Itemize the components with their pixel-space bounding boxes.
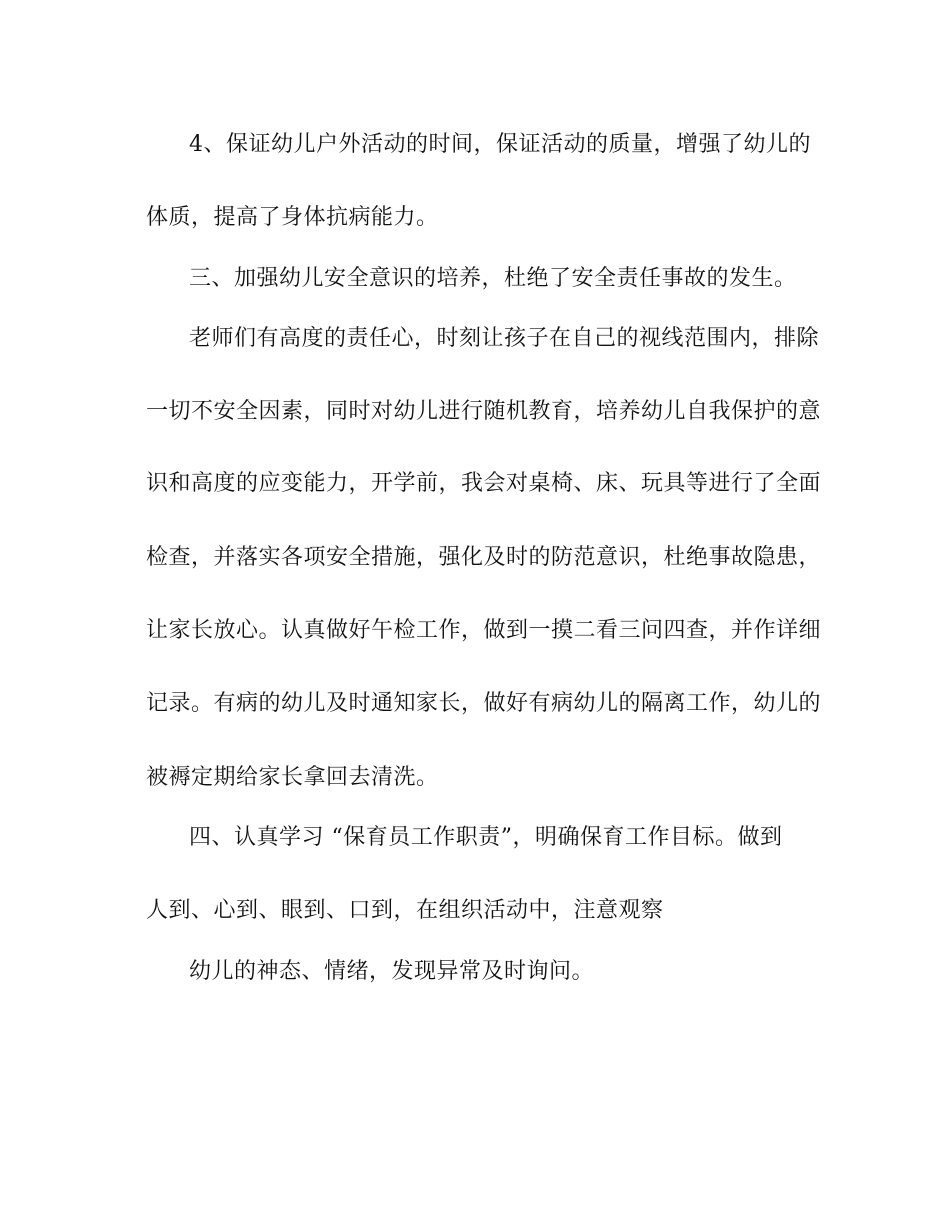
text-line: 老师们有高度的责任心，时刻让孩子在自己的视线范围内，排除 xyxy=(189,326,820,351)
text-line: 4、保证幼儿户外活动的时间，保证活动的质量，增强了幼儿的 xyxy=(189,132,811,157)
text-line: 三、加强幼儿安全意识的培养，杜绝了安全责任事故的发生。 xyxy=(189,266,797,291)
text-line: 一切不安全因素，同时对幼儿进行随机教育，培养幼儿自我保护的意 xyxy=(146,399,822,424)
text-line: 让家长放心。认真做好午检工作，做到一摸二看三问四查，并作详细 xyxy=(146,618,822,643)
text-line: 幼儿的神态、情绪，发现异常及时询问。 xyxy=(189,959,595,984)
text-line: 识和高度的应变能力，开学前，我会对桌椅、床、玩具等进行了全面 xyxy=(146,471,822,496)
text-line: 四、认真学习 “保育员工作职责”，明确保育工作目标。做到 xyxy=(189,825,783,850)
text-line: 人到、心到、眼到、口到，在组织活动中，注意观察 xyxy=(146,898,664,923)
text-line: 检查，并落实各项安全措施，强化及时的防范意识，杜绝事故隐患， xyxy=(146,545,822,570)
text-line: 被褥定期给家长拿回去清洗。 xyxy=(146,765,439,790)
text-line: 记录。有病的幼儿及时通知家长，做好有病幼儿的隔离工作，幼儿的 xyxy=(146,691,822,716)
text-line: 体质，提高了身体抗病能力。 xyxy=(146,205,439,230)
